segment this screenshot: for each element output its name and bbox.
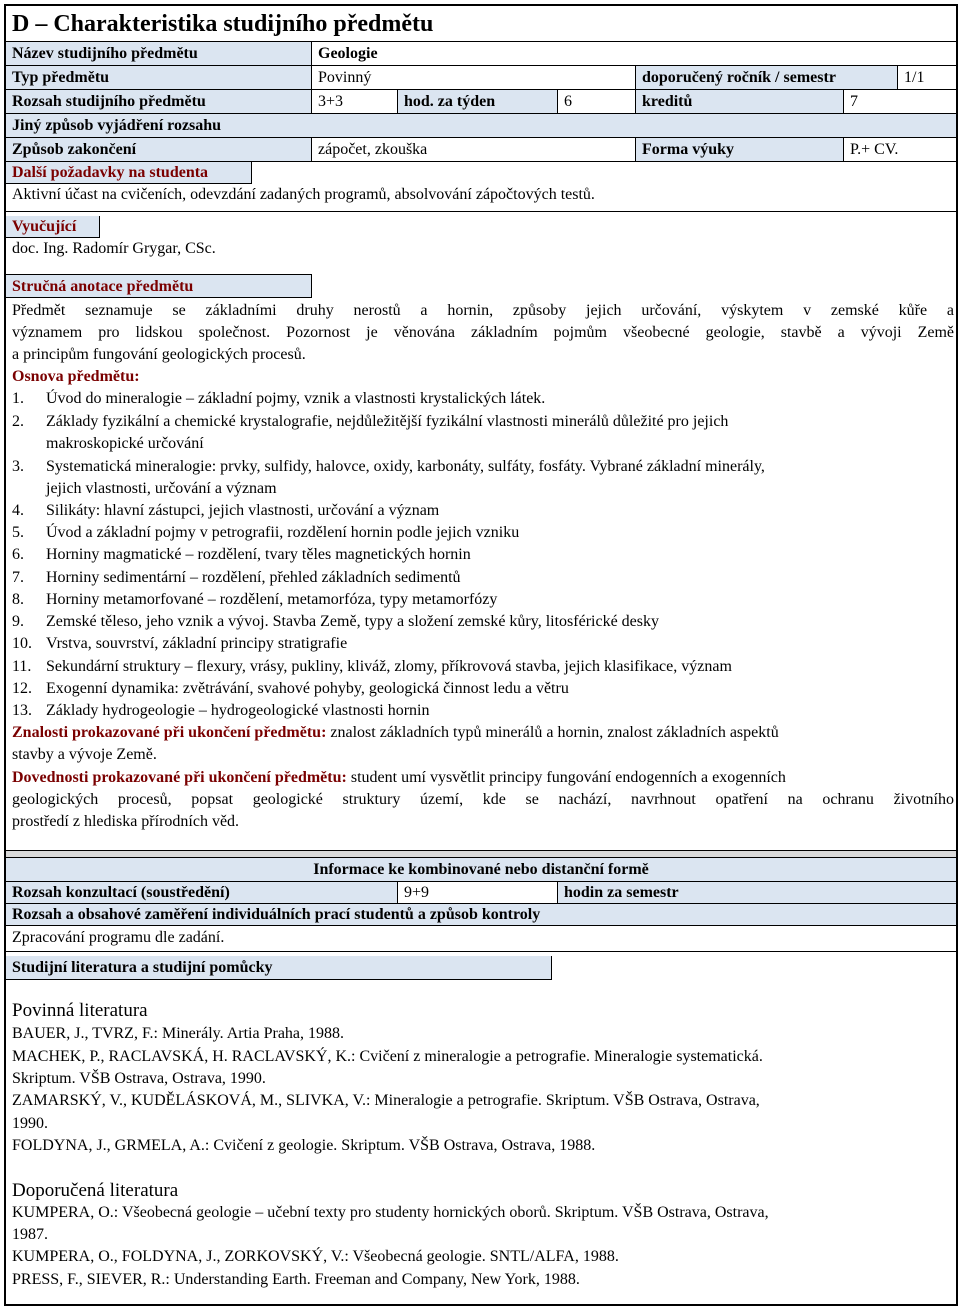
anotace-label-cell <box>6 274 312 298</box>
zpusob-label-cell <box>6 138 312 162</box>
list-item: 13. Základy hydrogeologie – hydrogeologické vlastnosti hornin <box>12 702 430 719</box>
list-item: 8. Horniny metamorfované – rozdělení, metamorfóza, typy metamorfózy <box>12 591 498 608</box>
literatura-label-cell <box>6 956 552 980</box>
typ-label-cell <box>6 66 312 90</box>
list-item: 6. Horniny magmatické – rozdělení, tvary těles magnetických hornin <box>12 546 471 563</box>
znalosti-line: Znalosti prokazované při ukončení předmětu: znalost základních typů minerálů a hornin, znalost základních aspektů <box>12 724 779 741</box>
povinna-line: MACHEK, P., RACLAVSKÁ, H. RACLAVSKÝ, K.: Cvičení z mineralogie a petrografie. Mineralogie systematická. <box>12 1048 763 1065</box>
anotace-line-3: a principům fungování geologických procesů. <box>12 346 306 363</box>
rozsah-label-cell <box>6 90 312 114</box>
povinna-line: FOLDYNA, J., GRMELA, A.: Cvičení z geologie. Skriptum. VŠB Ostrava, Ostrava, 1988. <box>12 1137 596 1154</box>
anotace-line-1: Předmět seznamuje se základními druhy nerostů a hornin, způsoby jejich určování, výskytem v zemské kůře a <box>12 302 954 319</box>
title-row <box>6 6 956 42</box>
nazev-label-cell <box>6 42 312 66</box>
list-item: 2. Základy fyzikální a chemické krystalografie, nejdůležitější fyzikální vlastnosti minerálů důležité pro jejich <box>12 413 729 430</box>
povinna-line: ZAMARSKÝ, V., KUDĚLÁSKOVÁ, M., SLIVKA, V.: Mineralogie a petrografie. Skriptum. VŠB Ostrava, Ostrava, <box>12 1092 760 1109</box>
dovednosti-line-3: prostředí z hlediska přírodních věd. <box>12 813 240 830</box>
page-title: D – Charakteristika studijního předmětu <box>12 11 434 37</box>
povinna-line: 1990. <box>12 1115 48 1132</box>
hod-label-cell <box>398 90 558 114</box>
vyucujici-value: doc. Ing. Radomír Grygar, CSc. <box>12 240 216 257</box>
dovednosti-line: Dovednosti prokazované při ukončení předmětu: student umí vysvětlit principy fungování endogenních a exogenních <box>12 769 786 786</box>
list-item: 12. Exogenní dynamika: zvětrávání, svahové pohyby, geologická činnost ledu a větru <box>12 680 569 697</box>
list-item: 1. Úvod do mineralogie – základní pojmy, vznik a vlastnosti krystalických látek. <box>12 390 546 407</box>
vyucujici-label-cell <box>6 216 100 238</box>
kreditu-label: kreditů <box>642 93 693 110</box>
anotace-line-2: významem pro lidskou společnost. Pozornost je věnována základním pojmům všeobecné geologie, stavbě a vývoji Země <box>12 324 954 341</box>
kreditu-value-cell <box>844 90 956 114</box>
literatura-label: Studijní literatura a studijní pomůcky <box>12 959 273 976</box>
forma-value: P.+ CV. <box>850 141 899 158</box>
list-item: 4. Silikáty: hlavní zástupci, jejich vlastnosti, určování a význam <box>12 502 440 519</box>
kombinovane-top-band <box>6 850 956 858</box>
typ-value-cell <box>312 66 636 90</box>
konzultace-value-cell <box>398 882 558 904</box>
dalsi-value-cell <box>6 184 956 212</box>
rocnik-value-cell <box>898 66 956 90</box>
list-item: 11. Sekundární struktury – flexury, vrásy, pukliny, kliváž, zlomy, příkrovová stavba, jejich klasifikace, význam <box>12 658 732 675</box>
kombinovane-header: Informace ke kombinované nebo distanční formě <box>313 861 649 878</box>
anotace-label: Stručná anotace předmětu <box>12 278 194 295</box>
rocnik-label-cell <box>636 66 898 90</box>
list-item-continuation: makroskopické určování <box>46 435 204 452</box>
list-item: 3. Systematická mineralogie: prvky, sulfidy, halovce, oxidy, karbonáty, sulfáty, fosfáty. Vybrané základní minerály, <box>12 458 765 475</box>
vyucujici-label: Vyučující <box>12 218 77 235</box>
list-item: 9. Zemské těleso, jeho vznik a vývoj. Stavba Země, typy a složení zemské kůry, litosférické desky <box>12 613 660 630</box>
doporucena-line: KUMPERA, O., FOLDYNA, J., ZORKOVSKÝ, V.: Všeobecná geologie. SNTL/ALFA, 1988. <box>12 1248 619 1265</box>
kreditu-value: 7 <box>850 93 858 110</box>
dalsi-label-cell <box>6 162 252 184</box>
hod-label: hod. za týden <box>404 93 496 110</box>
dovednosti-line-2: geologických procesů, popsat geologické struktury území, kde se nachází, navrhnout opatření na ochranu životního <box>12 791 954 808</box>
konzultace-label: Rozsah konzultací (soustředění) <box>12 884 230 901</box>
hod-value-cell <box>558 90 636 114</box>
kombinovane-header-cell <box>6 858 956 882</box>
list-item-continuation: jejich vlastnosti, určování a význam <box>46 480 277 497</box>
hod-value: 6 <box>564 93 572 110</box>
nazev-value: Geologie <box>318 45 378 62</box>
povinna-heading: Povinná literatura <box>12 1000 148 1021</box>
doporucena-line: PRESS, F., SIEVER, R.: Understanding Earth. Freeman and Company, New York, 1988. <box>12 1271 580 1288</box>
rozsah-value: 3+3 <box>318 93 344 110</box>
course-sheet <box>4 4 958 1306</box>
forma-label: Forma výuky <box>642 141 734 158</box>
doporucena-line: 1987. <box>12 1226 48 1243</box>
dalsi-value: Aktivní účast na cvičeních, odevzdání zadaných programů, absolvování zápočtových testů. <box>12 186 595 203</box>
povinna-line: BAUER, J., TVRZ, F.: Minerály. Artia Praha, 1988. <box>12 1025 345 1042</box>
osnova-label: Osnova předmětu: <box>12 368 140 385</box>
konzultace-unit: hodin za semestr <box>564 884 679 901</box>
kreditu-label-cell <box>636 90 844 114</box>
znalosti-continuation: stavby a vývoje Země. <box>12 746 157 763</box>
prace-label-cell <box>6 904 956 926</box>
nazev-value-cell <box>312 42 956 66</box>
rocnik-value: 1/1 <box>904 69 925 86</box>
nazev-label: Název studijního předmětu <box>12 45 198 62</box>
prace-value: Zpracování programu dle zadání. <box>12 929 225 946</box>
dalsi-label: Další požadavky na studenta <box>12 164 209 181</box>
rocnik-label: doporučený ročník / semestr <box>642 69 836 86</box>
forma-label-cell <box>636 138 844 162</box>
jiny-label-cell <box>6 114 956 138</box>
zpusob-label: Způsob zakončení <box>12 141 137 158</box>
list-item: 7. Horniny sedimentární – rozdělení, přehled základních sedimentů <box>12 569 461 586</box>
typ-label: Typ předmětu <box>12 69 110 86</box>
konzultace-unit-cell <box>558 882 956 904</box>
vyucujici-value-cell <box>6 238 956 264</box>
zpusob-value-cell <box>312 138 636 162</box>
prace-label: Rozsah a obsahové zaměření individuálních prací studentů a způsob kontroly <box>12 906 541 923</box>
konzultace-label-cell <box>6 882 398 904</box>
list-item: 5. Úvod a základní pojmy v petrografii, rozdělení hornin podle jejich vzniku <box>12 524 520 541</box>
rozsah-label: Rozsah studijního předmětu <box>12 93 206 110</box>
typ-value: Povinný <box>318 69 372 86</box>
rozsah-value-cell <box>312 90 398 114</box>
forma-value-cell <box>844 138 956 162</box>
zpusob-value: zápočet, zkouška <box>318 141 428 158</box>
list-item: 10. Vrstva, souvrství, základní principy stratigrafie <box>12 635 348 652</box>
doporucena-heading: Doporučená literatura <box>12 1180 179 1201</box>
doporucena-line: KUMPERA, O.: Všeobecná geologie – učební texty pro studenty hornických oborů. Skriptum. VŠB Ostrava, Ostrava, <box>12 1204 769 1221</box>
jiny-label: Jiný způsob vyjádření rozsahu <box>12 117 222 134</box>
povinna-line: Skriptum. VŠB Ostrava, Ostrava, 1990. <box>12 1070 266 1087</box>
prace-value-cell <box>6 926 956 952</box>
konzultace-value: 9+9 <box>404 884 430 901</box>
